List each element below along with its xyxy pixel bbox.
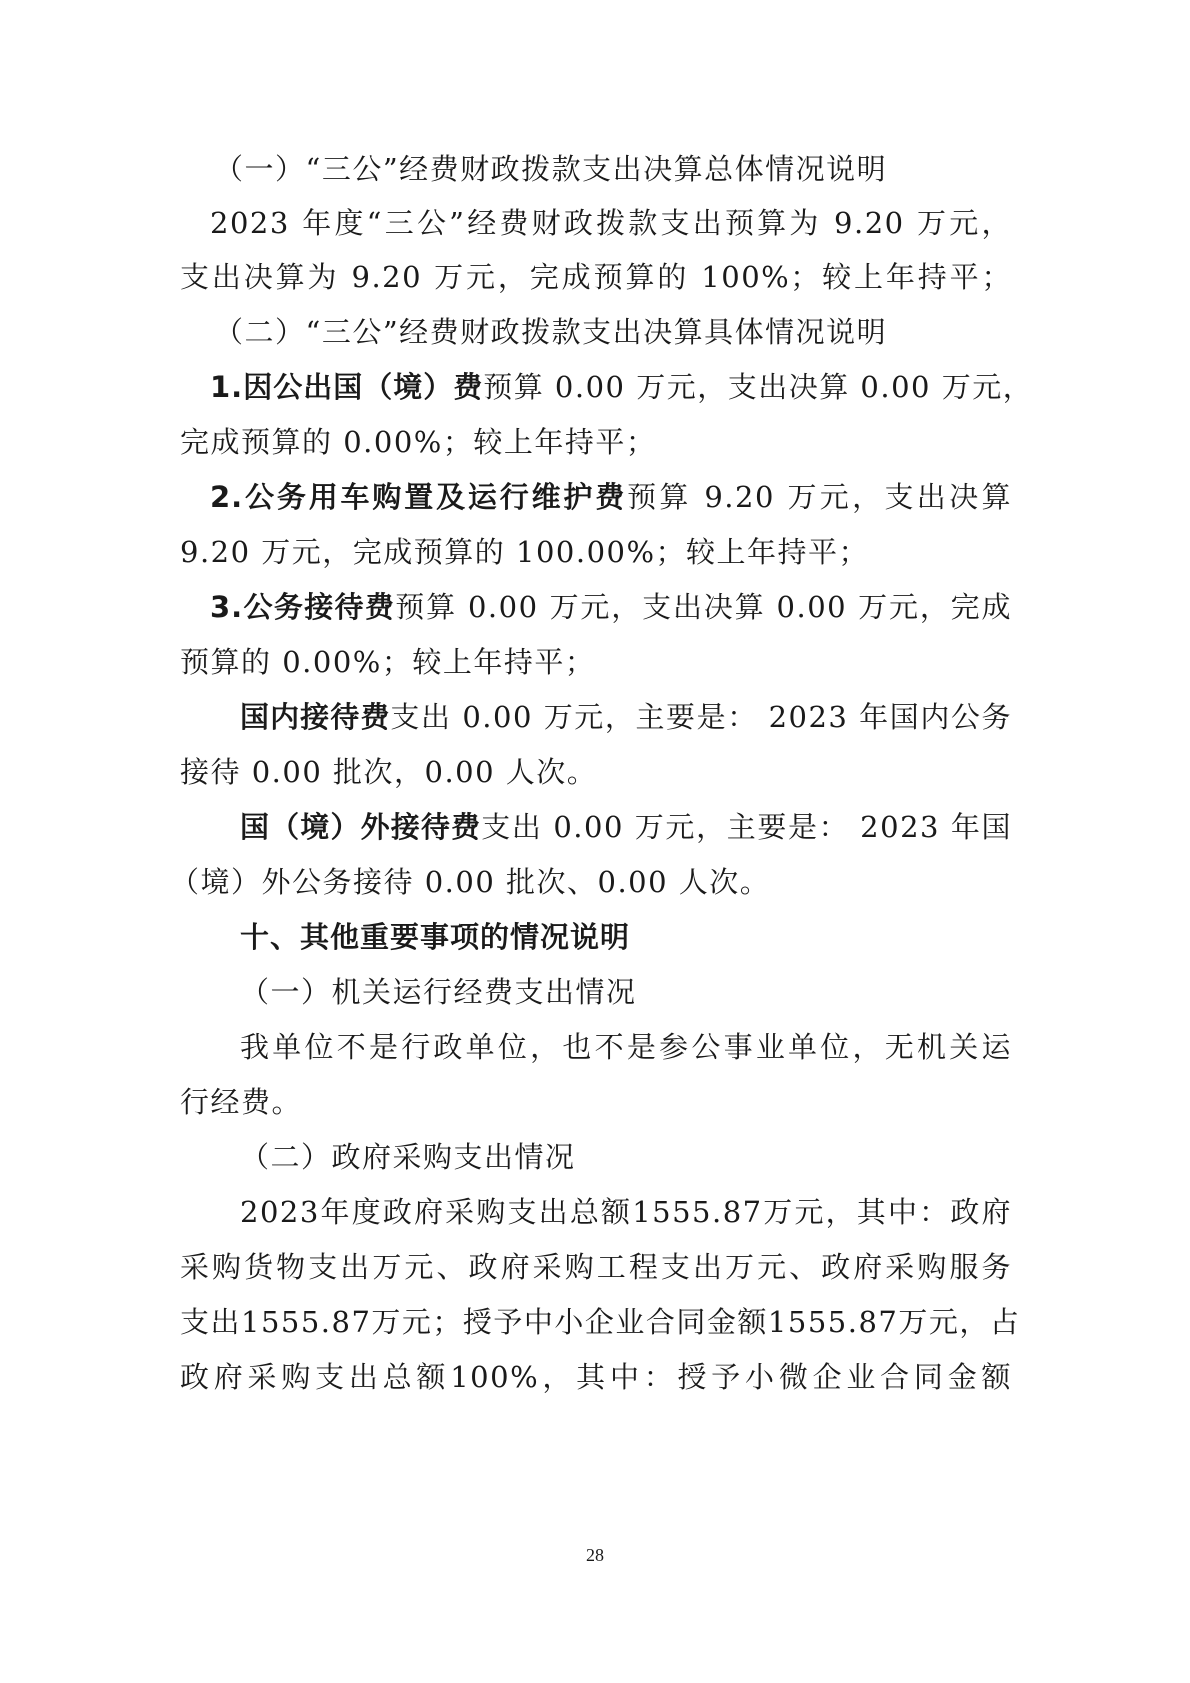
line-text: 行经费。: [180, 1085, 303, 1119]
page-number: 28: [586, 1545, 604, 1565]
paragraph-line: [180, 532, 869, 572]
line-text: 预算的 0.00%；较上年持平；: [180, 645, 596, 679]
item-title-bold: 1.因公出国（境）费: [210, 370, 484, 404]
paragraph-line: [180, 367, 1034, 407]
paragraph-line: [180, 697, 1012, 737]
line-text: （境）外公务接待 0.00 批次、0.00 人次。: [170, 865, 771, 899]
line-text: 支出1555.87万元；授予中小企业合同金额1555.87万元，占: [180, 1305, 1021, 1339]
line-text: 2023年度政府采购支出总额1555.87万元，其中：政府: [240, 1195, 1012, 1229]
line-text: 支出 0.00 万元，主要是： 2023 年国: [481, 810, 1012, 844]
line-text: 采购货物支出万元、政府采购工程支出万元、政府采购服务: [180, 1250, 1012, 1284]
paragraph-line: [180, 807, 1012, 847]
item-title-bold: 国（境）外接待费: [240, 810, 482, 844]
paragraph-line: [180, 1247, 1012, 1287]
paragraph-line: [180, 1192, 1012, 1232]
heading-text: （二）“三公”经费财政拨款支出决算具体情况说明: [214, 315, 888, 349]
paragraph-line: [180, 1027, 1012, 1067]
section-heading-sangong-overall: [214, 149, 887, 189]
item-title-bold: 国内接待费: [240, 700, 391, 734]
paragraph-line: [180, 1357, 1012, 1397]
line-text: 支出 0.00 万元，主要是： 2023 年国内公务: [390, 700, 1012, 734]
paragraph-line: [180, 752, 597, 792]
section-heading-operating-funds: [240, 972, 637, 1012]
heading-text: 十、其他重要事项的情况说明: [240, 920, 631, 954]
line-text: 政府采购支出总额100%，其中：授予小微企业合同金额: [180, 1360, 1012, 1394]
paragraph-line: [180, 203, 1012, 243]
paragraph-line: [180, 587, 1012, 627]
paragraph-line: [180, 422, 656, 462]
line-text: 完成预算的 0.00%；较上年持平；: [180, 425, 657, 459]
line-text: 预算 0.00 万元，支出决算 0.00 万元，: [483, 370, 1034, 404]
item-title-bold: 3.公务接待费: [210, 590, 396, 624]
paragraph-line: [180, 1302, 1021, 1342]
paragraph-line: [180, 642, 595, 682]
line-text: 9.20 万元，完成预算的 100.00%；较上年持平；: [180, 535, 870, 569]
paragraph-line: [170, 862, 770, 902]
line-text: 2023 年度“三公”经费财政拨款支出预算为 9.20 万元，: [210, 206, 1012, 240]
heading-text: （二）政府采购支出情况: [240, 1140, 576, 1174]
heading-text: （一）“三公”经费财政拨款支出决算总体情况说明: [214, 152, 888, 186]
chapter-heading-other-matters: [240, 917, 630, 957]
line-text: 预算 9.20 万元，支出决算: [627, 480, 1012, 514]
line-text: 预算 0.00 万元，支出决算 0.00 万元，完成: [395, 590, 1013, 624]
paragraph-line: [180, 1082, 302, 1122]
paragraph-line: [180, 257, 1012, 297]
line-text: 我单位不是行政单位，也不是参公事业单位，无机关运: [240, 1030, 1012, 1064]
line-text: 接待 0.00 批次，0.00 人次。: [180, 755, 598, 789]
section-heading-sangong-detail: [214, 312, 887, 352]
section-heading-procurement: [240, 1137, 576, 1177]
item-title-bold: 2.公务用车购置及运行维护费: [210, 480, 628, 514]
heading-text: （一）机关运行经费支出情况: [240, 975, 637, 1009]
paragraph-line: [180, 477, 1012, 517]
line-text: 支出决算为 9.20 万元，完成预算的 100%；较上年持平；: [180, 260, 1012, 294]
